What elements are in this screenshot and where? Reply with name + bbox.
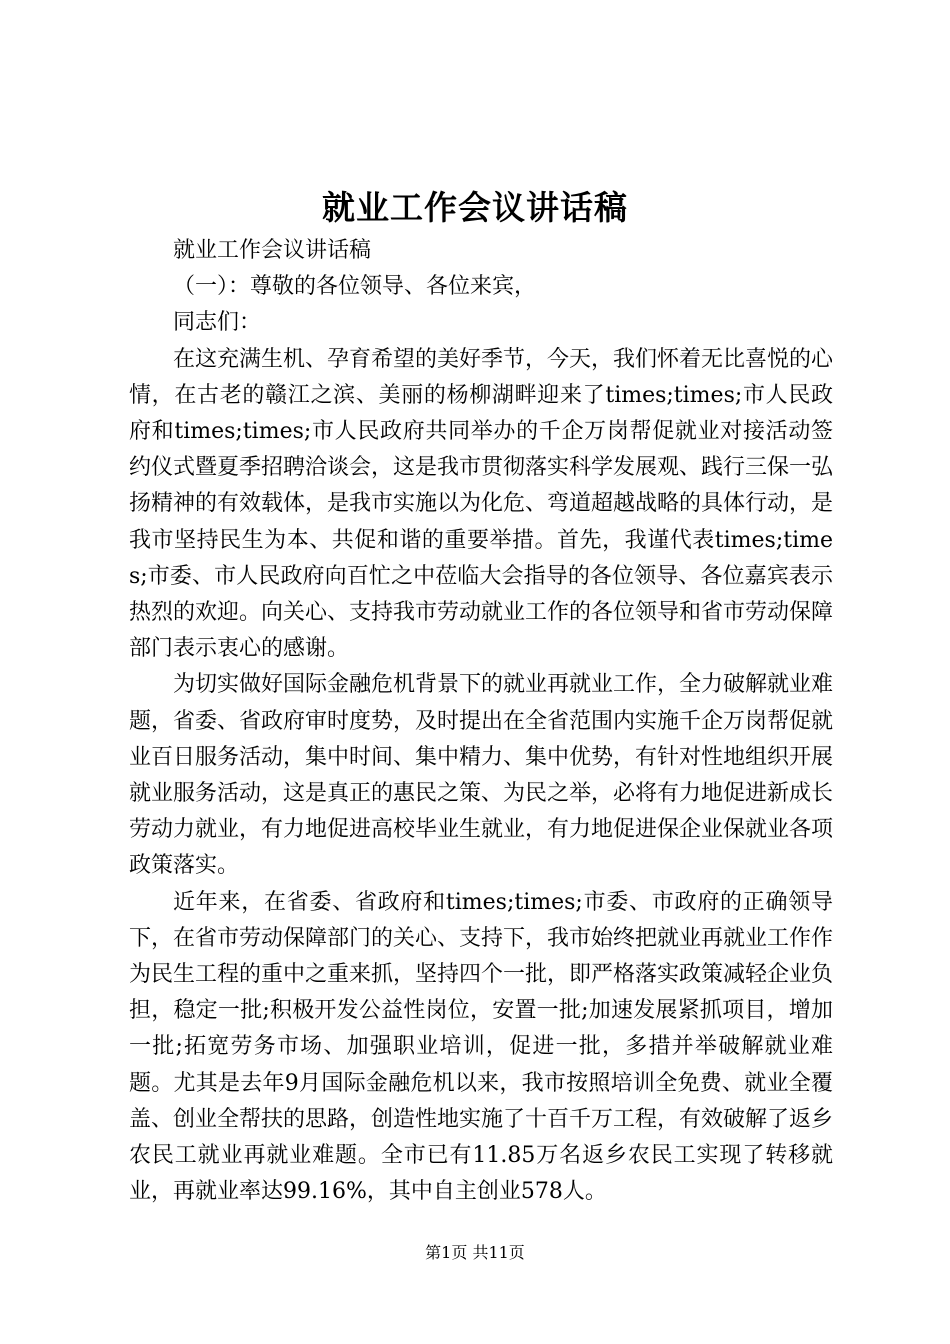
document-body <box>129 233 833 1210</box>
subtitle-paragraph: 就业工作会议讲话稿 <box>173 238 372 263</box>
greeting-paragraph: 同志们： <box>173 310 262 336</box>
salutation-paragraph: （一）：尊敬的各位领导、各位来宾， <box>173 274 537 300</box>
body-paragraph: 近年来，在省委、省政府和times;times;市委、市政府的正确领导下，在省市劳动保障部门的关心、支持下，我市始终把就业再就业工作作为民生工程的重中之重来抓，坚持四个一批，即严格落实政策减轻企业负担，稳定一批;积极开发公益性岗位，安置一批;加速发展紧抓项目，增加一批;拓宽劳务市场、加强职业培训，促进一批，多措并举破解就业难题。尤其是去年9月国际金融危机以来，我市按照培训全免费、就业全覆盖、创业全帮扶的思路，创造性地实施了十百千万工程，有效破解了返乡农民工就业再就业难题。全市已有11.85万名返乡农民工实现了转移就业，再就业率达99.16%，其中自主创业578人。 <box>129 889 834 1205</box>
page-number-footer: 第1页 共11页 <box>425 1243 525 1262</box>
body-paragraph: 在这充满生机、孕育希望的美好季节，今天，我们怀着无比喜悦的心情，在古老的赣江之滨、美丽的杨柳湖畔迎来了times;times;市人民政府和times;times;市人民政府共同举办的千企万岗帮促就业对接活动签约仪式暨夏季招聘洽谈会，这是我市贯彻落实科学发展观、践行三保一弘扬精神的有效载体，是我市实施以为化危、弯道超越战略的具体行动，是我市坚持民生为本、共促和谐的重要举措。首先，我谨代表times;times;市委、市人民政府向百忙之中莅临大会指导的各位领导、各位嘉宾表示热烈的欢迎。向关心、支持我市劳动就业工作的各位领导和省市劳动保障部门表示衷心的感谢。 <box>129 346 834 662</box>
body-paragraph: 为切实做好国际金融危机背景下的就业再就业工作，全力破解就业难题，省委、省政府审时度势，及时提出在全省范围内实施千企万岗帮促就业百日服务活动，集中时间、集中精力、集中优势，有针对性地组织开展就业服务活动，这是真正的惠民之策、为民之举，必将有力地促进新成长劳动力就业，有力地促进高校毕业生就业，有力地促进保企业保就业各项政策落实。 <box>129 672 834 879</box>
document-title: 就业工作会议讲话稿 <box>322 188 628 227</box>
